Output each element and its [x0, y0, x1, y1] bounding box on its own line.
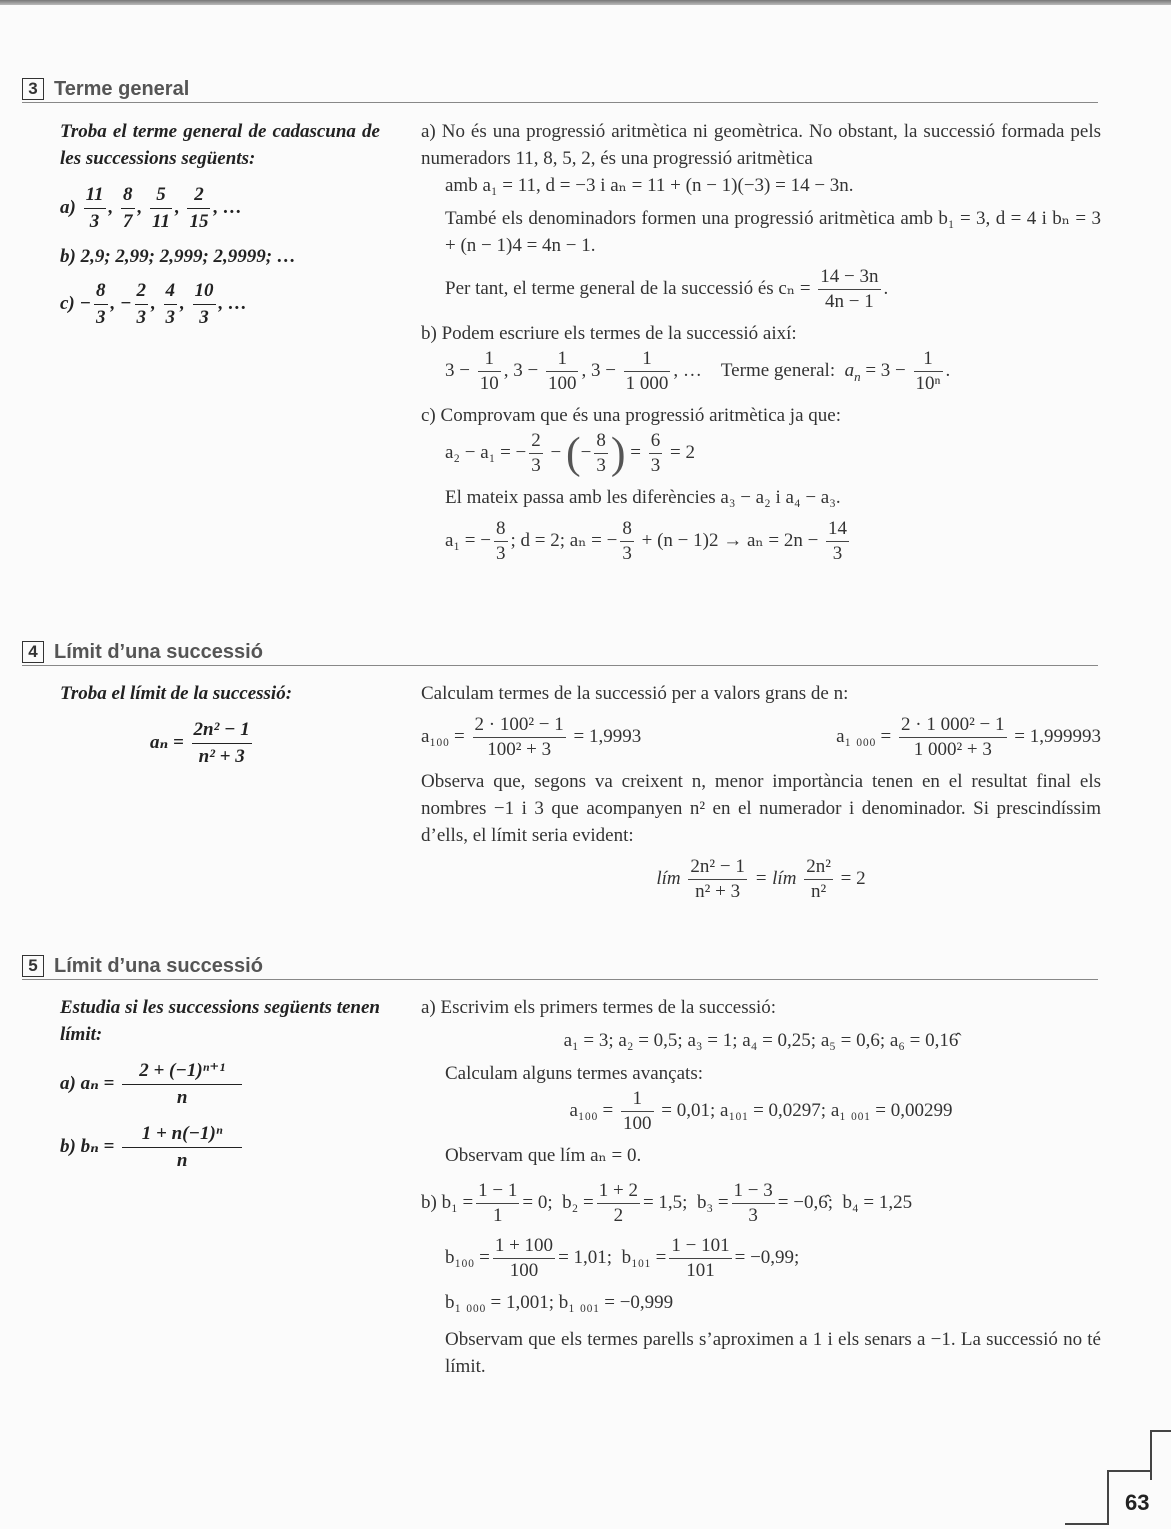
fraction-num: 11	[84, 182, 106, 209]
section-title: Límit d’una successió	[54, 955, 263, 977]
fraction-num: 2	[187, 182, 210, 209]
fraction-num: 8	[121, 182, 135, 209]
problem-prompt: Estudia si les successions següents tenen límit:	[60, 997, 380, 1045]
solution-formula: 3 − $\frac{1}{10}$ , 3 − $\frac{1}{100}$ , 3 − $\frac{1}{1 000}$ , … Terme general: $a_n = 3$ − $\frac{1}{\text{10ⁿ}}$ .	[445, 348, 951, 394]
section-number: 3	[22, 78, 44, 100]
solution-formula: a₂ − a₁ = − $\frac{2}{3}$ − (− $\frac{8}{3}$ ) = $\frac{6}{3}$ = 2	[445, 428, 695, 478]
fraction-den: 7	[123, 211, 133, 232]
problem-4-formula: aₙ = $\frac{\text{2n² − 1}}{\text{n² + 3}}$	[150, 719, 250, 767]
section-title: Terme general	[54, 78, 190, 100]
item-label: c)	[60, 292, 75, 314]
solution-formula: a₁ = 3; a₂ = 0,5; a₃ = 1; a₄ = 0,25; a₅ = 0,6; a₆ = 0,16̂	[563, 1030, 959, 1051]
corner-mark	[1150, 1430, 1171, 1432]
problem-prompt: Troba el terme general de cadascuna de les successions següents:	[60, 121, 380, 169]
solution-paragraph: Observam que lím aₙ = 0.	[445, 1145, 642, 1166]
solution-3	[421, 118, 1101, 566]
problem-3	[60, 118, 380, 331]
solution-formula: a₁₀₀ = $\frac{1}{100}$ = 0,01; a₁₀₁ = 0,0297; a₁ ₀₀₁ = 0,00299	[569, 1088, 953, 1134]
section-number: 4	[22, 641, 44, 663]
problem-prompt: Troba el límit de la successió:	[60, 683, 293, 704]
problem-5b: b) bₙ = $\frac{\text{1 + n(−1)ⁿ}}{n}$	[60, 1121, 380, 1174]
problem-4	[60, 680, 380, 770]
solution-formula: Per tant, el terme general de la successió és cₙ = $\frac{14 - 3n}{4n - 1}$ .	[445, 266, 889, 312]
solution-paragraph: amb a₁ = 11, d = −3 i aₙ = 11 + (n − 1)(−3) = 14 − 3n.	[445, 175, 854, 196]
solution-paragraph: a) Escrivim els primers termes de la successió:	[421, 997, 777, 1018]
solution-formula: a₁₀₀ = $\frac{\text{2 · 100² − 1}}{\text{100² + 3}}$ = 1,9993 a₁ ₀₀₀ = $\frac{\text{2 · 1 000² − 1}}{\text{1 000² + 3}}$ = 1,999993	[421, 714, 1101, 760]
section-3-header	[22, 78, 1098, 103]
section-title: Límit d’una successió	[54, 641, 263, 663]
solution-4	[421, 680, 1101, 904]
section-4-header	[22, 641, 1098, 666]
section-5-header	[22, 955, 1098, 980]
problem-3c: c) − $\frac{8}{3}$ , − $\frac{2}{3}$ , $\frac{4}{3}$ , $\frac{10}{3}$ , …	[60, 280, 248, 328]
problem-5	[60, 994, 380, 1174]
solution-formula: a₁ = − $\frac{8}{3}$ ; d = 2; aₙ = − $\frac{8}{3}$ + (n − 1)2 → aₙ = 2n − $\frac{14}{3}$	[445, 518, 848, 564]
item-label: a)	[60, 196, 76, 218]
solution-5	[421, 994, 1101, 1380]
solution-formula: b₁ ₀₀₀ = 1,001; b₁ ₀₀₁ = −0,999	[445, 1292, 674, 1313]
solution-paragraph: c) Comprovam que és una progressió aritmètica ja que:	[421, 405, 841, 426]
solution-paragraph: També els denominadors formen una progressió aritmètica amb b₁ = 3, d = 4 i bₙ = 3 + (n − 1)4 = 4n − 1.	[445, 208, 1101, 256]
corner-mark	[1150, 1430, 1152, 1480]
fraction-num: 5	[150, 182, 172, 209]
solution-formula: b₁₀₀ = $\frac{1 + 100}{100}$ = 1,01; b₁₀₁ = $\frac{1 - 101}{101}$ = −0,99;	[445, 1235, 800, 1281]
page-number: 63	[1125, 1490, 1150, 1515]
section-number: 5	[22, 955, 44, 977]
corner-mark	[1107, 1470, 1152, 1472]
corner-mark	[1107, 1470, 1109, 1525]
problem-3a: a) $\frac{11}{3}$ , $\frac{8}{7}$ , $\frac{5}{11}$ , $\frac{2}{15}$ , …	[60, 182, 380, 235]
problem-3b	[60, 243, 380, 270]
solution-paragraph: Calculam alguns termes avançats:	[445, 1063, 703, 1084]
solution-paragraph: Observa que, segons va creixent n, menor importància tenen en el resultat final els nombres −1 i 3 que acompanyen n² en el numerador i denominador. Si prescindíssim d’ells, el límit seria evident:	[421, 771, 1101, 846]
solution-formula: b) b₁ = $\frac{1 - 1}{1}$ = 0; b₂ = $\frac{1 + 2}{2}$ = 1,5; b₃ = $\frac{1 - 3}{3}$ = −0,6̂; b₄ = 1,25	[421, 1180, 913, 1226]
solution-paragraph: a) No és una progressió aritmètica ni geomètrica. No obstant, la successió formada pels numeradors 11, 8, 5, 2, és una progressió aritmètica	[421, 121, 1102, 169]
top-border	[0, 0, 1171, 5]
item-label: b)	[60, 246, 76, 267]
fraction-den: 15	[189, 211, 209, 232]
corner-mark	[1065, 1523, 1109, 1525]
problem-5a: a) aₙ = $\frac{\text{2 + (−1)ⁿ⁺¹}}{n}$	[60, 1058, 380, 1111]
solution-paragraph: b) Podem escriure els termes de la successió així:	[421, 323, 797, 344]
fraction-den: 11	[152, 211, 170, 232]
solution-paragraph: Calculam termes de la successió per a valors grans de n:	[421, 683, 849, 704]
fraction-den: 3	[89, 211, 100, 232]
solution-paragraph: El mateix passa amb les diferències a₃ − a₂ i a₄ − a₃.	[445, 487, 841, 508]
sequence-text: 2,9; 2,99; 2,999; 2,9999; …	[80, 246, 296, 267]
solution-paragraph: Observam que els termes parells s’aproximen a 1 i els senars a −1. La successió no té límit.	[445, 1329, 1101, 1377]
solution-formula: lím $\frac{\text{2n² − 1}}{\text{n² + 3}}$ = lím $\frac{\text{2n²}}{\text{n²}}$ = 2	[656, 856, 866, 902]
